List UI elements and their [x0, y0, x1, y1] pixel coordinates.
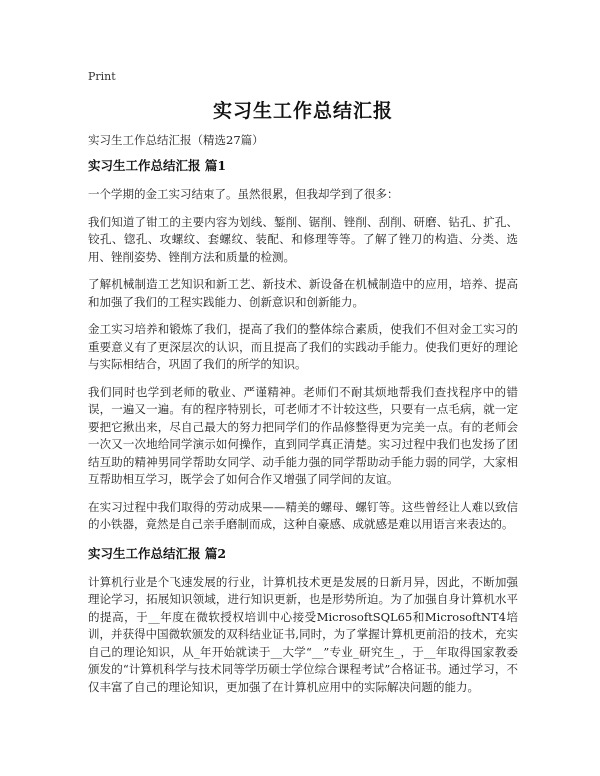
document-title: 实习生工作总结汇报: [212, 100, 393, 122]
section-1: [88, 158, 518, 534]
paragraph: 我们知道了钳工的主要内容为划线、錾削、锯削、锉削、刮削、研磨、钻孔、扩孔、铰孔、锪孔、攻螺纹、套螺纹、装配、和修理等等。了解了锉刀的构造、分类、选用、锉削姿势、锉削方法和质量的检测。: [88, 214, 518, 264]
section-2: [88, 546, 518, 697]
paragraph: 计算机行业是个飞速发展的行业，计算机技术更是发展的日新月异，因此，不断加强理论学习，拓展知识领域，进行知识更新，也是形势所迫。为了加强自身计算机水平的提高，于__年度在微软授权培训中心接受MicrosoftSQL65和MicrosoftNT4培训，并获得中国微软颁发的双科结业证书,同时，为了掌握计算机更前沿的技术，充实自己的理论知识，从_年开始就读于__大学“__”专业_研究生_，于__年取得国家教委颁发的“计算机科学与技术同等学历硕士学位综合课程考试”合格证书。通过学习，不仅丰富了自己的理论知识，更加强了在计算机应用中的实际解决问题的能力。: [88, 574, 518, 694]
paragraph: 金工实习培养和锻炼了我们，提高了我们的整体综合素质，使我们不但对金工实习的重要意义有了更深层次的认识，而且提高了我们的实践动手能力。使我们更好的理论与实际相结合，巩固了我们的所学的知识。: [88, 322, 518, 371]
section-heading: 实习生工作总结汇报 篇2: [88, 545, 227, 561]
paragraph: 在实习过程中我们取得的劳动成果——精美的螺母、螺钉等。这些曾经让人难以致信的小铁器，竟然是自己亲手磨制而成，这种自豪感、成就感是难以用语言来表达的。: [88, 499, 518, 531]
document-page: [88, 0, 518, 776]
print-link[interactable]: Print: [88, 70, 116, 83]
document-subtitle: 实习生工作总结汇报（精选27篇）: [88, 133, 264, 147]
section-heading: 实习生工作总结汇报 篇1: [88, 158, 227, 173]
document-content: [88, 158, 518, 696]
paragraph: 了解机械制造工艺知识和新工艺、新技术、新设备在机械制造中的应用，培养、提高和加强了我们的工程实践能力、创新意识和创新能力。: [88, 277, 518, 309]
paragraph: 我们同时也学到老师的敬业、严谨精神。老师们不耐其烦地帮我们查找程序中的错误，一遍又一遍。有的程序特别长，可老师才不计较这些，只要有一点毛病，就一定要把它揪出来，尽自己最大的努力把同学们的作品修整得更为完美一点。有的老师会一次又一次地给同学演示如何操作，直到同学真正清楚。实习过程中我们也发扬了团结互助的精神男同学帮助女同学、动手能力强的同学帮助动手能力弱的同学，大家相互帮助相互学习，既学会了如何合作又增强了同学间的友谊。: [88, 384, 518, 486]
paragraph: 一个学期的金工实习结束了。虽然很累，但我却学到了很多：: [88, 187, 399, 201]
